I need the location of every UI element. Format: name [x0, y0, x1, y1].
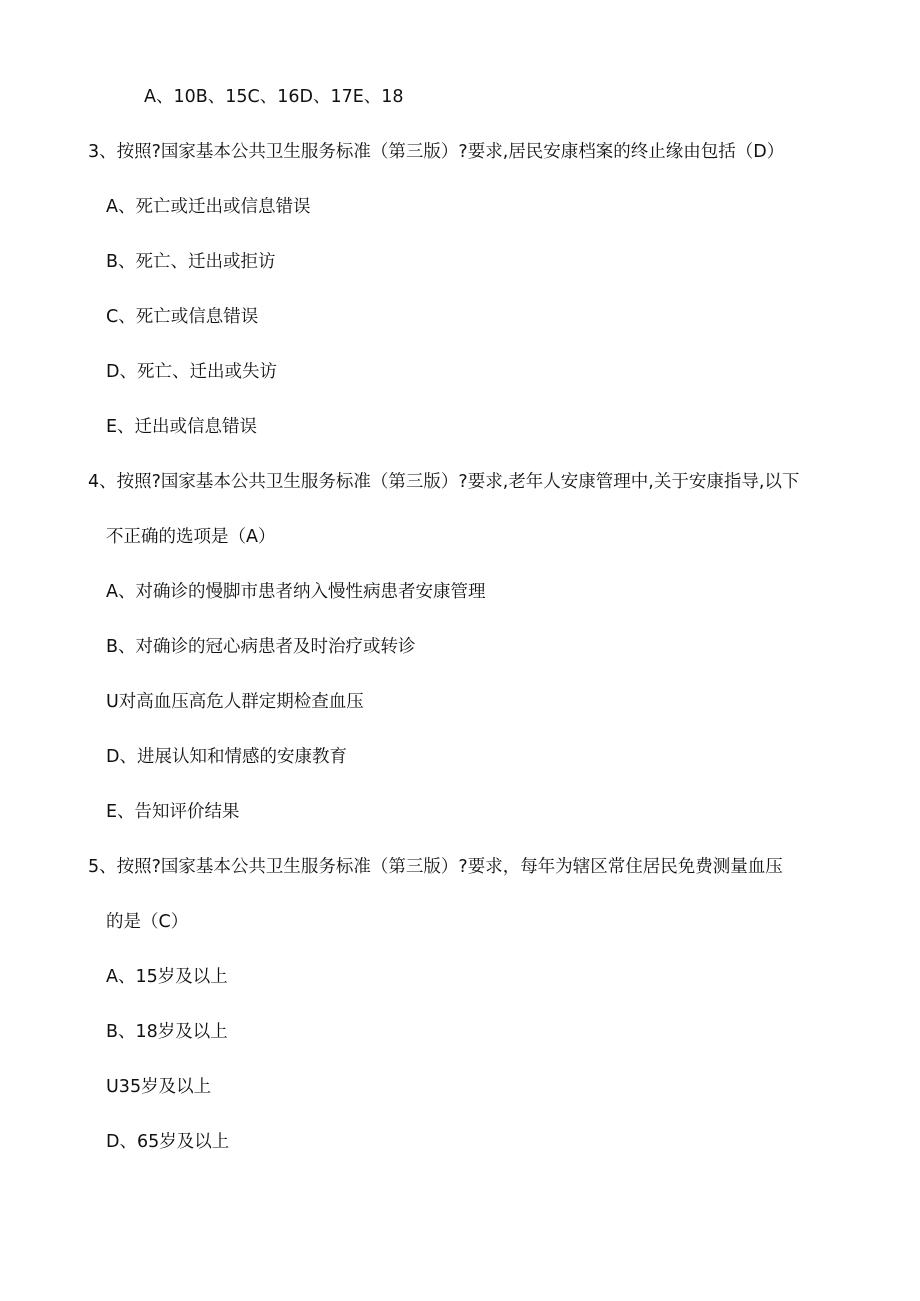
question-5-text: 5、按照?国家基本公共卫生服务标准（第三版）?要求，每年为辖区常住居民免费测量血压: [88, 857, 783, 877]
question-5-option-a: A、15岁及以上: [106, 967, 228, 987]
question-3-option-d: D、死亡、迁出或失访: [106, 362, 277, 382]
question-3-option-c: C、死亡或信息错误: [106, 307, 259, 327]
question-3-option-e: E、迁出或信息错误: [106, 417, 258, 437]
question-3-option-a: A、死亡或迁出或信息错误: [106, 197, 311, 217]
question-4-text-continued: 不正确的选项是（A）: [106, 527, 276, 547]
answer-options-line: A、10B、15C、16D、17E、18: [144, 87, 404, 107]
question-5-text-continued: 的是（C）: [106, 912, 189, 932]
question-4-option-c: U对高血压高危人群定期检查血压: [106, 692, 364, 712]
question-3-option-b: B、死亡、迁出或拒访: [106, 252, 276, 272]
question-4-text: 4、按照?国家基本公共卫生服务标准（第三版）?要求,老年人安康管理中,关于安康指导,以下: [88, 472, 800, 492]
question-5-option-c: U35岁及以上: [106, 1077, 212, 1097]
question-4-option-b: B、对确诊的冠心病患者及时治疗或转诊: [106, 637, 416, 657]
question-5-option-d: D、65岁及以上: [106, 1132, 230, 1152]
question-4-option-e: E、告知评价结果: [106, 802, 240, 822]
question-4-option-a: A、对确诊的慢脚市患者纳入慢性病患者安康管理: [106, 582, 486, 602]
question-3-text: 3、按照?国家基本公共卫生服务标准（第三版）?要求,居民安康档案的终止缘由包括（D）: [88, 142, 785, 162]
question-5-option-b: B、18岁及以上: [106, 1022, 228, 1042]
question-4-option-d: D、进展认知和情感的安康教育: [106, 747, 347, 767]
